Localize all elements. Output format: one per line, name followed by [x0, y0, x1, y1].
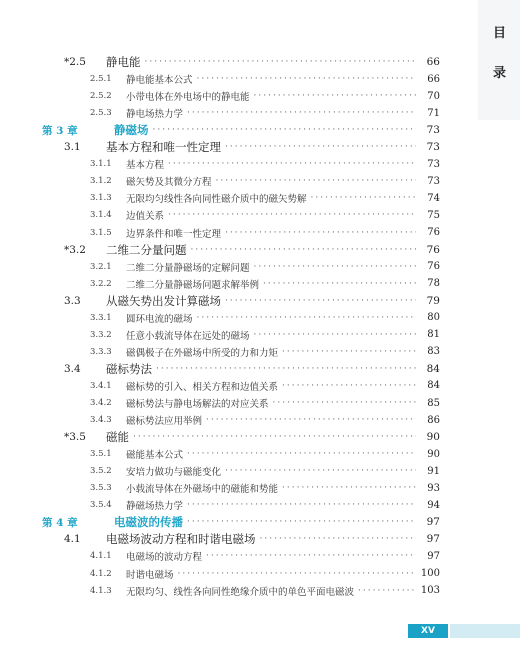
- toc-entry-title: 磁能: [106, 430, 129, 445]
- toc-entry-title: 任意小载流导体在远处的磁场: [126, 330, 250, 342]
- toc-entry-number: 3.5.4: [90, 500, 112, 511]
- toc-entry-number: *3.5: [64, 431, 86, 444]
- dot-leader: [145, 57, 417, 67]
- toc-entry-sub[interactable]: [0, 581, 440, 601]
- toc-entry-page: 76: [427, 261, 440, 273]
- toc-entry-title: 静磁场热力学: [126, 501, 184, 513]
- toc-entry-page: 78: [427, 278, 440, 290]
- toc-entry-page: 103: [420, 585, 440, 597]
- dot-leader: [133, 432, 416, 442]
- toc-entry-page: 74: [427, 192, 440, 204]
- toc-entry-number: 3.2.1: [90, 261, 112, 272]
- toc-entry-title: 安培力做功与磁能变化: [126, 467, 222, 479]
- dot-leader: [225, 142, 416, 152]
- toc-entry-number: 4.1.1: [90, 551, 112, 562]
- toc-entry-title: 静磁场: [114, 123, 149, 138]
- toc-entry-title: 小带电体在外电场中的静电能: [126, 92, 250, 104]
- toc-entry-page: 66: [426, 56, 440, 68]
- dot-leader: [187, 517, 416, 527]
- dot-leader: [168, 210, 416, 220]
- dot-leader: [273, 398, 416, 408]
- dot-leader: [254, 262, 416, 272]
- toc-entry-number: 3.1.5: [90, 227, 112, 238]
- toc-entry-page: 83: [427, 346, 440, 358]
- dot-leader: [187, 449, 416, 459]
- toc-entry-page: 97: [426, 516, 440, 529]
- toc-entry-page: 75: [427, 209, 440, 221]
- toc-entry-number: 3.1.1: [90, 159, 112, 170]
- toc-entry-page: 97: [426, 533, 440, 546]
- toc-entry-page: 100: [420, 568, 440, 579]
- toc-entry-number: 3.5.3: [90, 483, 112, 494]
- toc-entry-page: 93: [427, 482, 440, 494]
- toc-entry-title: 二维二分量静磁场问题求解举例: [126, 279, 260, 291]
- toc-entry-number: 第 3 章: [42, 124, 78, 137]
- toc-entry-title: 磁标势法应用举例: [126, 416, 203, 428]
- dot-leader: [191, 245, 417, 255]
- toc-entry-title: 磁矢势及其微分方程: [126, 177, 212, 189]
- toc-entry-page: 85: [427, 397, 440, 409]
- toc-entry-title: 磁标势法与静电场解法的对应关系: [126, 399, 269, 410]
- toc-entry-page: 71: [427, 107, 440, 119]
- dot-leader: [216, 176, 416, 186]
- toc-entry-title: 基本方程: [126, 160, 165, 172]
- toc-entry-number: 3.4: [64, 362, 81, 375]
- toc-entry-number: 第 4 章: [42, 516, 78, 529]
- dot-leader: [153, 125, 417, 135]
- dot-leader: [156, 364, 416, 374]
- toc-entry-number: *3.2: [64, 243, 86, 256]
- toc-entry-page: 81: [427, 329, 440, 341]
- toc-entry-number: 2.5.1: [90, 74, 112, 85]
- toc-entry-title: 从磁矢势出发计算磁场: [106, 293, 221, 308]
- toc-entry-number: 3.1.2: [90, 176, 112, 187]
- dot-leader: [254, 91, 416, 101]
- dot-leader: [187, 500, 416, 510]
- toc-entry-title: 边值关系: [126, 211, 165, 223]
- toc-entry-page: 73: [427, 175, 440, 187]
- toc-entry-page: 90: [427, 448, 440, 460]
- toc-entry-page: 80: [427, 312, 440, 324]
- dot-leader: [260, 534, 417, 544]
- toc-entry-title: 无限均匀、线性各向同性绝缘介质中的单色平面电磁波: [126, 586, 355, 598]
- toc-entry-number: 2.5.2: [90, 91, 112, 102]
- dot-leader: [225, 296, 416, 306]
- toc-entry-title: 磁偶极子在外磁场中所受的力和力矩: [126, 347, 279, 359]
- toc-entry-number: 3.1: [64, 141, 81, 154]
- toc-entry-number: 3.1.4: [90, 210, 112, 221]
- dot-leader: [263, 279, 416, 289]
- toc-entry-page: 84: [426, 362, 440, 375]
- toc-entry-title: 二维二分量静磁场的定解问题: [126, 262, 250, 274]
- toc-entry-title: 圆环电流的磁场: [126, 313, 193, 325]
- toc-entry-page: 73: [426, 141, 440, 154]
- toc-entry-title: 静电能基本公式: [126, 75, 193, 87]
- toc-entry-title: 基本方程和唯一性定理: [106, 140, 221, 155]
- page-number-badge: XV: [408, 624, 448, 638]
- toc-entry-page: 73: [426, 124, 440, 137]
- toc-entry-page: 76: [427, 227, 440, 238]
- dot-leader: [282, 483, 416, 493]
- side-tab: [478, 0, 520, 120]
- toc-entry-page: 86: [427, 414, 440, 426]
- toc-entry-number: 3.3.3: [90, 346, 112, 357]
- toc-entry-title: 静电能: [106, 55, 141, 69]
- toc-entry-number: 3.1.3: [90, 193, 112, 204]
- toc-entry-page: 73: [427, 158, 440, 170]
- toc-entry-title: 电磁场波动方程和时谐电磁场: [106, 532, 256, 547]
- toc-entry-number: 3.3.1: [90, 312, 112, 323]
- dot-leader: [282, 381, 416, 391]
- toc-entry-title: 时谐电磁场: [126, 569, 174, 581]
- toc-entry-number: 3.4.2: [90, 398, 112, 408]
- toc-entry-title: 磁标势的引入、相关方程和边值关系: [126, 381, 279, 393]
- toc-entry-number: 2.5.3: [90, 108, 112, 119]
- dot-leader: [187, 108, 416, 118]
- dot-leader: [282, 347, 416, 357]
- toc-entry-page: 84: [427, 380, 440, 392]
- side-label-mu: 目: [492, 26, 506, 41]
- toc-entry-number: 3.3: [64, 294, 81, 307]
- toc-entry-page: 94: [427, 499, 440, 511]
- dot-leader: [197, 313, 416, 323]
- toc-entry-title: 磁能基本公式: [126, 450, 184, 462]
- toc-entry-number: 3.2.2: [90, 278, 112, 289]
- dot-leader: [225, 228, 416, 238]
- toc-entry-number: 4.1: [64, 533, 81, 546]
- toc-entry-page: 91: [427, 465, 440, 477]
- toc-entry-number: 3.3.2: [90, 329, 112, 340]
- dot-leader: [197, 74, 416, 84]
- toc-entry-title: 静电场热力学: [126, 109, 184, 121]
- toc-entry-page: 79: [426, 294, 440, 307]
- toc-entry-page: 66: [427, 73, 440, 85]
- toc-entry-page: 97: [427, 550, 440, 562]
- toc-entry-page: 90: [426, 431, 440, 444]
- toc-entry-title: 电磁场的波动方程: [126, 552, 203, 564]
- toc-entry-number: 4.1.3: [90, 585, 112, 596]
- side-label-lu: 录: [492, 66, 506, 81]
- dot-leader: [225, 466, 416, 476]
- dot-leader: [254, 330, 416, 340]
- toc-entry-number: 4.1.2: [90, 568, 112, 579]
- toc-entry-page: 70: [427, 90, 440, 102]
- toc-entry-page: 76: [426, 243, 440, 256]
- toc-entry-number: 3.4.1: [90, 380, 112, 391]
- toc-entry-number: 3.5.2: [90, 466, 112, 477]
- toc-entry-number: 3.4.3: [90, 415, 112, 426]
- toc-entry-number: *2.5: [64, 56, 86, 68]
- toc-entry-title: 小载流导体在外磁场中的磁能和势能: [126, 484, 279, 496]
- toc-entry-title: 无限均匀线性各向同性磁介质中的磁矢势解: [126, 194, 307, 206]
- page-number-bar: [450, 624, 520, 638]
- dot-leader: [358, 586, 416, 596]
- dot-leader: [206, 415, 416, 425]
- toc-entry-title: 磁标势法: [106, 361, 152, 376]
- toc-entry-title: 电磁波的传播: [114, 515, 183, 530]
- dot-leader: [178, 569, 416, 579]
- dot-leader: [206, 551, 416, 561]
- toc-entry-title: 边界条件和唯一性定理: [126, 228, 222, 240]
- dot-leader: [311, 193, 416, 203]
- toc-entry-number: 3.5.1: [90, 449, 112, 460]
- toc-entry-title: 二维二分量问题: [106, 242, 187, 257]
- dot-leader: [168, 159, 416, 169]
